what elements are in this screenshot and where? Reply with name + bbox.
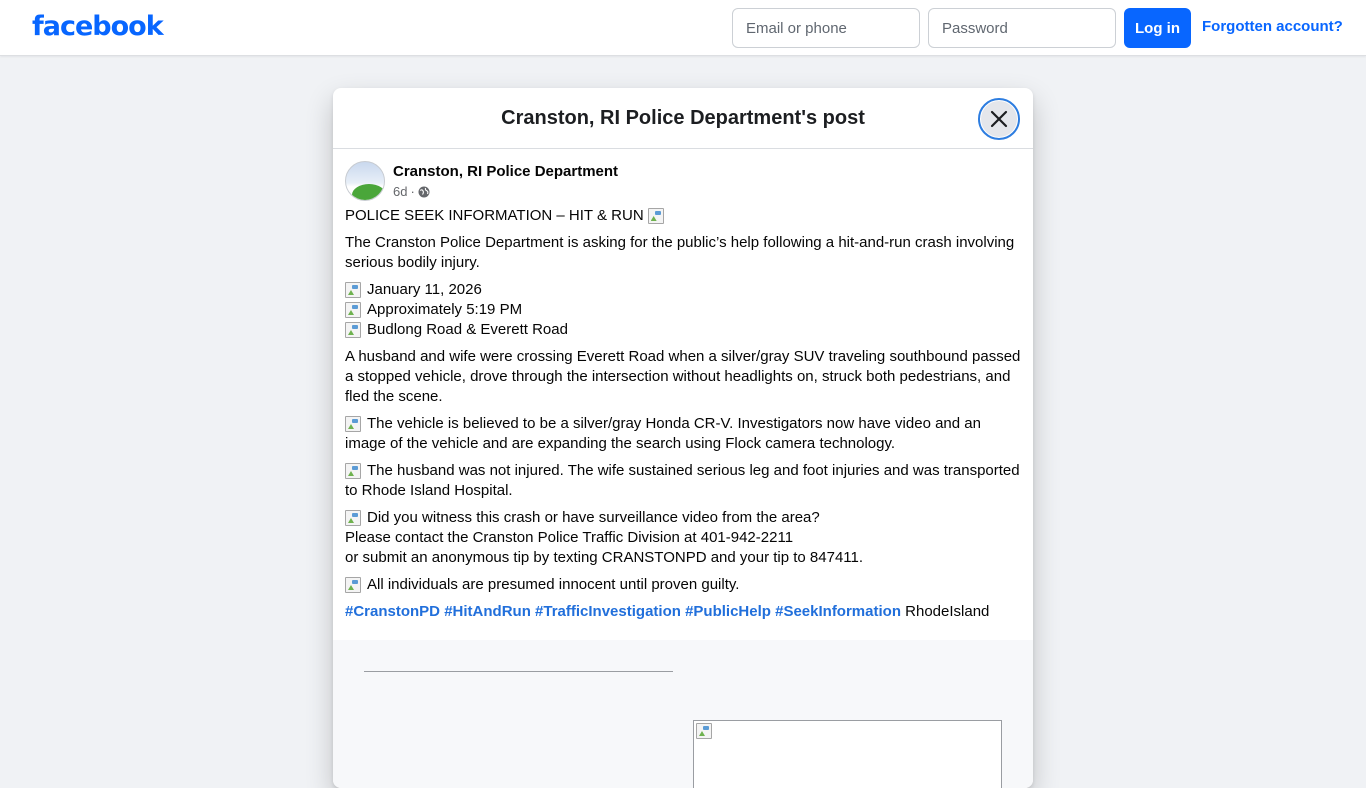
close-icon xyxy=(990,110,1008,128)
post-timestamp[interactable]: 6d xyxy=(393,184,408,199)
post-meta xyxy=(393,184,430,199)
incident-narrative: A husband and wife were crossing Everett Road when a silver/gray SUV traveling southbound passed a stopped vehicle, drove through the intersection without headlights on, struck both pedestrians, and fled the scene. xyxy=(345,348,1021,405)
author-name[interactable]: Cranston, RI Police Department xyxy=(393,163,619,180)
incident-date: January 11, 2026 xyxy=(367,281,482,298)
incident-time: Approximately 5:19 PM xyxy=(367,301,523,318)
broken-image-icon xyxy=(345,322,361,338)
avatar[interactable] xyxy=(345,161,385,201)
dialog-title: Cranston, RI Police Department's post xyxy=(501,107,865,129)
hashtag-cranstonpd[interactable]: #CranstonPD xyxy=(345,603,441,620)
vehicle-description: The vehicle is believed to be a silver/gray Honda CR-V. Investigators now have video and an image of the vehicle and are expanding the search using Flock camera technology. xyxy=(345,415,981,452)
disclaimer-text: All individuals are presumed innocent until proven guilty. xyxy=(367,576,740,593)
broken-image-icon xyxy=(696,723,712,739)
password-field[interactable] xyxy=(928,8,1116,48)
dialog-header xyxy=(333,88,1033,149)
attachment-image[interactable] xyxy=(693,720,1002,788)
facebook-logo[interactable]: facebook xyxy=(32,11,163,42)
hashtag-seekinformation[interactable]: #SeekInformation xyxy=(775,603,901,620)
anonymous-tip-line: or submit an anonymous tip by texting CRANSTONPD and your tip to 847411. xyxy=(345,549,864,566)
injuries-paragraph xyxy=(345,461,1023,501)
contact-phone-line: Please contact the Cranston Police Traffic Division at 401-942-2211 xyxy=(345,529,794,546)
broken-image-icon xyxy=(345,416,361,432)
attachment-divider xyxy=(364,671,673,672)
hashtag-line xyxy=(345,602,1023,622)
witness-question: Did you witness this crash or have surveillance video from the area? xyxy=(367,509,820,526)
globe-icon xyxy=(418,186,430,198)
broken-image-icon xyxy=(345,302,361,318)
incident-details xyxy=(345,280,1023,340)
post-attachment-area xyxy=(333,640,1033,788)
forgotten-account-link[interactable]: Forgotten account? xyxy=(1202,18,1343,35)
post-headline-line xyxy=(345,206,1023,226)
hashtag-publichelp[interactable]: #PublicHelp xyxy=(685,603,771,620)
broken-image-icon xyxy=(345,577,361,593)
top-navigation-bar xyxy=(0,0,1366,56)
broken-image-icon xyxy=(345,282,361,298)
post-headline: POLICE SEEK INFORMATION – HIT & RUN xyxy=(345,207,644,224)
injury-description: The husband was not injured. The wife sustained serious leg and foot injuries and was transported to Rhode Island Hospital. xyxy=(345,462,1020,499)
hashtag-trafficinvestigation[interactable]: #TrafficInvestigation xyxy=(535,603,681,620)
post-content xyxy=(345,206,1023,629)
incident-location: Budlong Road & Everett Road xyxy=(367,321,568,338)
broken-image-icon xyxy=(648,208,664,224)
broken-image-icon xyxy=(345,463,361,479)
disclaimer-paragraph xyxy=(345,575,1023,595)
post-dialog xyxy=(333,88,1033,788)
email-field[interactable] xyxy=(732,8,920,48)
hashtag-hitandrun[interactable]: #HitAndRun xyxy=(444,603,531,620)
meta-separator: · xyxy=(410,184,415,199)
login-button[interactable]: Log in xyxy=(1124,8,1191,48)
post-intro: The Cranston Police Department is asking for the public’s help following a hit-and-run crash involving serious bodily injury. xyxy=(345,234,1015,271)
post-author-row xyxy=(345,161,1015,203)
contact-paragraph xyxy=(345,508,1023,568)
broken-image-icon xyxy=(345,510,361,526)
vehicle-paragraph xyxy=(345,414,1023,454)
location-tag: RhodeIsland xyxy=(905,603,990,620)
close-button[interactable] xyxy=(978,98,1020,140)
